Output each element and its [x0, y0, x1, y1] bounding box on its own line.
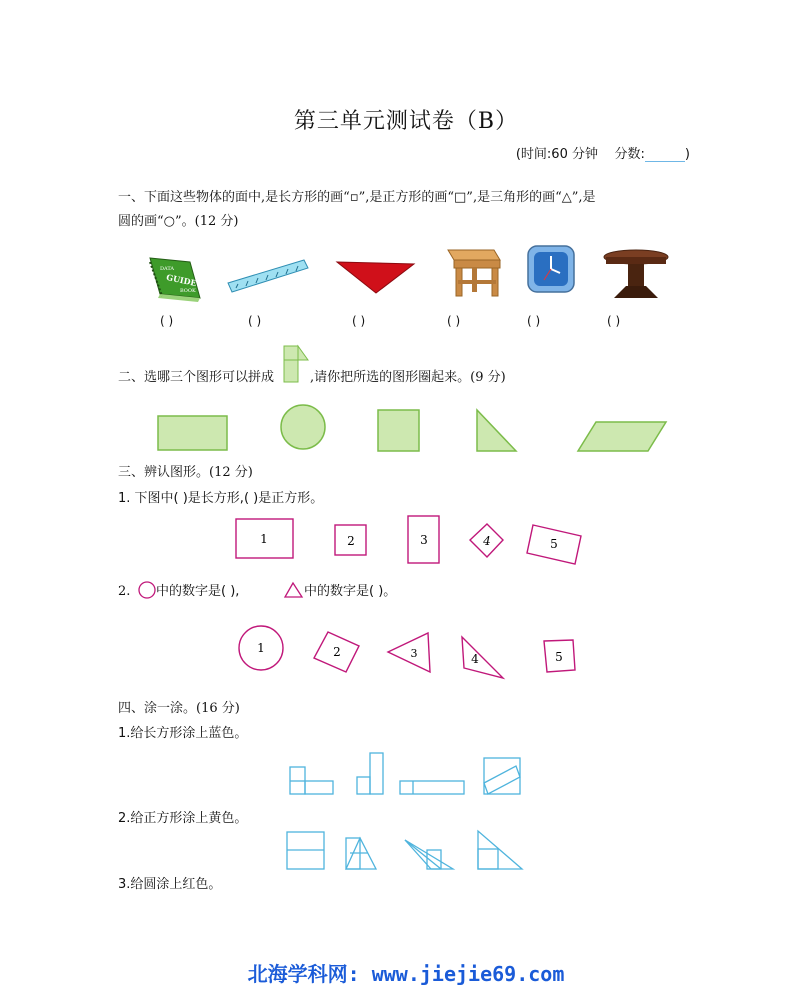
- square-split-figure: [287, 832, 324, 869]
- scarf-image: [337, 262, 414, 293]
- page-title: 第三单元测试卷（B）: [293, 109, 519, 134]
- answer-bracket-6[interactable]: ( ): [607, 314, 621, 328]
- circle-icon: [139, 582, 155, 598]
- green-square[interactable]: [378, 410, 419, 451]
- round-table-image: [604, 250, 668, 298]
- q2-shape-2: [314, 632, 359, 672]
- score-label: 分数:: [614, 147, 645, 162]
- clock-image: [528, 246, 574, 292]
- section2-suffix: ,请你把所选的图形圈起来。(9 分): [310, 370, 506, 385]
- section4-q2: 2.给正方形涂上黄色。: [118, 811, 248, 826]
- triangle-crossed-figure: [405, 840, 453, 869]
- answer-bracket-5[interactable]: ( ): [527, 314, 541, 328]
- section4-q1: 1.给长方形涂上蓝色。: [118, 726, 248, 741]
- q1-shape-1: [236, 519, 293, 558]
- q2-shape-1: [239, 626, 283, 670]
- section2-prefix: 二、选哪三个图形可以拼成: [118, 370, 275, 385]
- book-title-text: DATA: [160, 266, 175, 272]
- answer-bracket-4[interactable]: ( ): [447, 314, 461, 328]
- section3-heading: 三、辨认图形。(12 分): [118, 465, 253, 480]
- q2-label: 1: [257, 641, 265, 655]
- q2-shape-3: [388, 633, 430, 672]
- q2-label: 3: [410, 647, 418, 660]
- q1-label: 3: [420, 533, 428, 547]
- close-paren: ): [684, 147, 690, 162]
- section4-q3: 3.给圆涂上红色。: [118, 877, 222, 892]
- green-parallelogram[interactable]: [578, 422, 666, 451]
- section3-q2-number: 2.: [118, 584, 131, 599]
- q1-label: 5: [550, 537, 558, 551]
- book-title-text: BOOK: [180, 288, 196, 294]
- right-triangle-square-figure: [478, 831, 522, 869]
- section1-line1: 一、下面这些物体的面中,是长方形的画“▫”,是正方形的画“□”,是三角形的画“△”,是: [118, 190, 596, 205]
- q2-label: 5: [555, 650, 563, 664]
- green-circle[interactable]: [281, 405, 325, 449]
- stool-image: [448, 250, 500, 296]
- square-with-rotated-rect-figure: [484, 758, 520, 794]
- green-rectangle[interactable]: [158, 416, 227, 450]
- q1-label: 2: [347, 534, 355, 548]
- section3-q2-circle-text: 中的数字是( ),: [156, 584, 240, 599]
- answer-bracket-1[interactable]: ( ): [160, 314, 174, 328]
- q2-shape-5: [544, 640, 575, 672]
- q1-label: 4: [483, 534, 491, 548]
- long-rectangle-figure: [400, 781, 464, 794]
- tall-shape-figure: [357, 753, 383, 794]
- l-shape-figure: [290, 767, 333, 794]
- answer-bracket-3[interactable]: ( ): [352, 314, 366, 328]
- time-label: (时间:60 分钟: [515, 147, 598, 162]
- triangle-icon: [285, 583, 302, 597]
- q1-shape-2: [335, 525, 366, 555]
- q2-label: 2: [333, 645, 341, 659]
- section4-heading: 四、涂一涂。(16 分): [118, 701, 240, 716]
- q2-shape-4: [462, 637, 503, 678]
- section3-q2-triangle-text: 中的数字是( )。: [304, 584, 397, 599]
- q1-shape-3: [408, 516, 439, 563]
- answer-bracket-2[interactable]: ( ): [248, 314, 262, 328]
- book-title-text: GUIDE: [165, 271, 198, 289]
- q1-shape-4: [470, 524, 503, 557]
- footer-watermark[interactable]: 北海学科网: www.jiejie69.com: [247, 962, 565, 986]
- green-triangle[interactable]: [477, 410, 516, 451]
- q1-shape-5: [527, 525, 581, 564]
- book-image: [150, 258, 200, 302]
- square-with-triangle-figure: [346, 838, 376, 869]
- q1-label: 1: [260, 532, 268, 546]
- composite-shape-icon: [284, 346, 308, 382]
- section1-line2: 圆的画“○”。(12 分): [118, 214, 239, 229]
- q2-label: 4: [471, 652, 479, 666]
- section3-q1: 1. 下图中( )是长方形,( )是正方形。: [118, 491, 324, 506]
- ruler-image: [228, 260, 308, 292]
